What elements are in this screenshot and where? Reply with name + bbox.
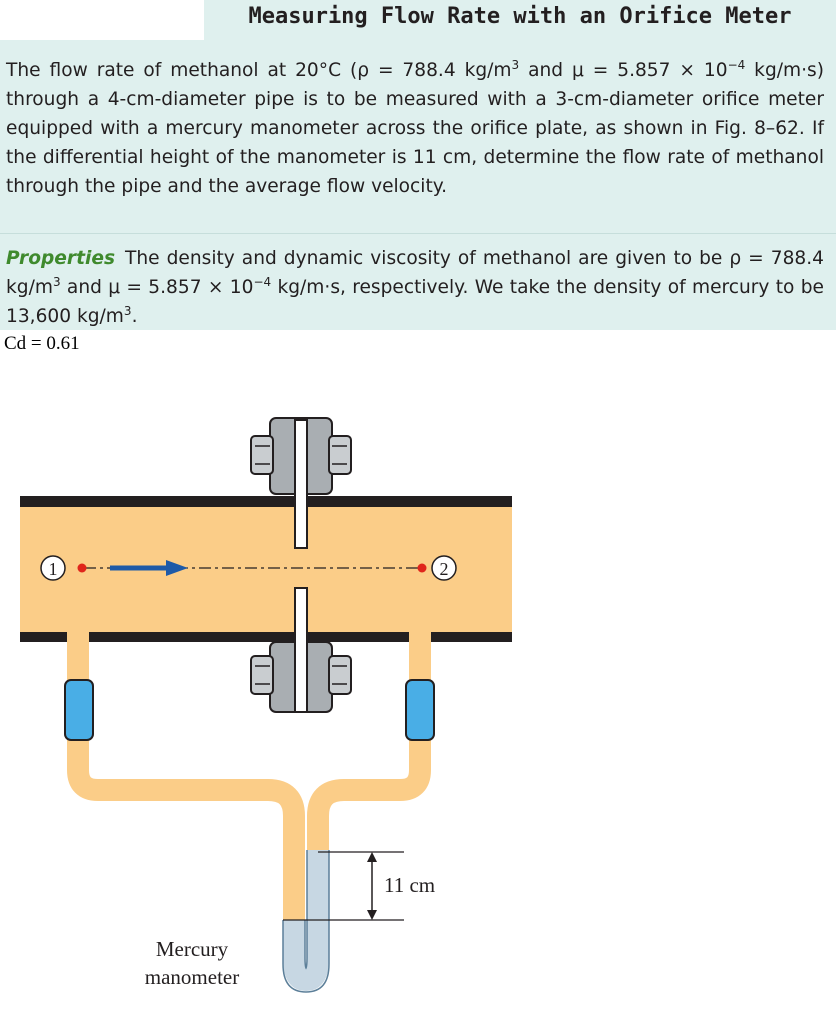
problem-sup-1: 3	[511, 58, 520, 72]
manometer-label-line1: Mercury	[155, 937, 229, 961]
height-label: 11 cm	[384, 873, 436, 897]
properties-sup-3: 3	[123, 304, 132, 318]
problem-text-4: kg/m·s) through a 4-cm-diameter pipe is to be measured with a 3-cm-diameter orifice meter equipped with a mercury manometer across the orifice plate, as shown in Fig. 8–62. If the differential height of the manometer is 11 cm, determine the flow rate of methanol through the pipe and the average flow velocity.	[6, 60, 824, 197]
properties-text-2: and μ = 5.857 × 10	[60, 277, 254, 298]
properties-text-4: .	[131, 306, 138, 327]
discharge-coefficient-note: Cd = 0.61	[4, 333, 80, 354]
point-2-label: 2	[439, 559, 449, 579]
manometer-tubing	[78, 634, 420, 992]
properties-section	[0, 233, 836, 330]
right-connector	[406, 680, 434, 740]
properties-sup-1: 3	[52, 275, 61, 289]
manometer-label-line2: manometer	[144, 965, 240, 989]
point-2-marker	[418, 564, 427, 573]
properties-text-1: The density and dynamic viscosity of methanol are given to be ρ = 788.4 kg/m	[6, 248, 824, 298]
point-1-label: 1	[48, 559, 58, 579]
left-tap-gap	[67, 630, 89, 644]
properties-heading: Properties	[6, 248, 116, 269]
right-tap-gap	[409, 630, 431, 644]
problem-text-2: and μ = 5.857 ×	[519, 60, 704, 81]
problem-sup-2: −4	[727, 58, 746, 72]
properties-text-3: kg/m·s, respectively. We take the density of mercury to be 13,600 kg/m	[6, 277, 824, 327]
problem-statement	[0, 40, 836, 233]
left-connector	[65, 680, 93, 740]
pipe-top-wall	[20, 496, 512, 507]
properties-sup-2: −4	[253, 275, 272, 289]
pipe-bottom-wall	[20, 632, 512, 642]
problem-text-1: The flow rate of methanol at 20°C (ρ = 788.4 kg/m	[6, 60, 512, 81]
problem-text-3: 10	[703, 60, 728, 81]
page-title: Measuring Flow Rate with an Orifice Meter	[248, 4, 792, 29]
point-1-marker	[78, 564, 87, 573]
orifice-meter-figure	[0, 380, 836, 1024]
